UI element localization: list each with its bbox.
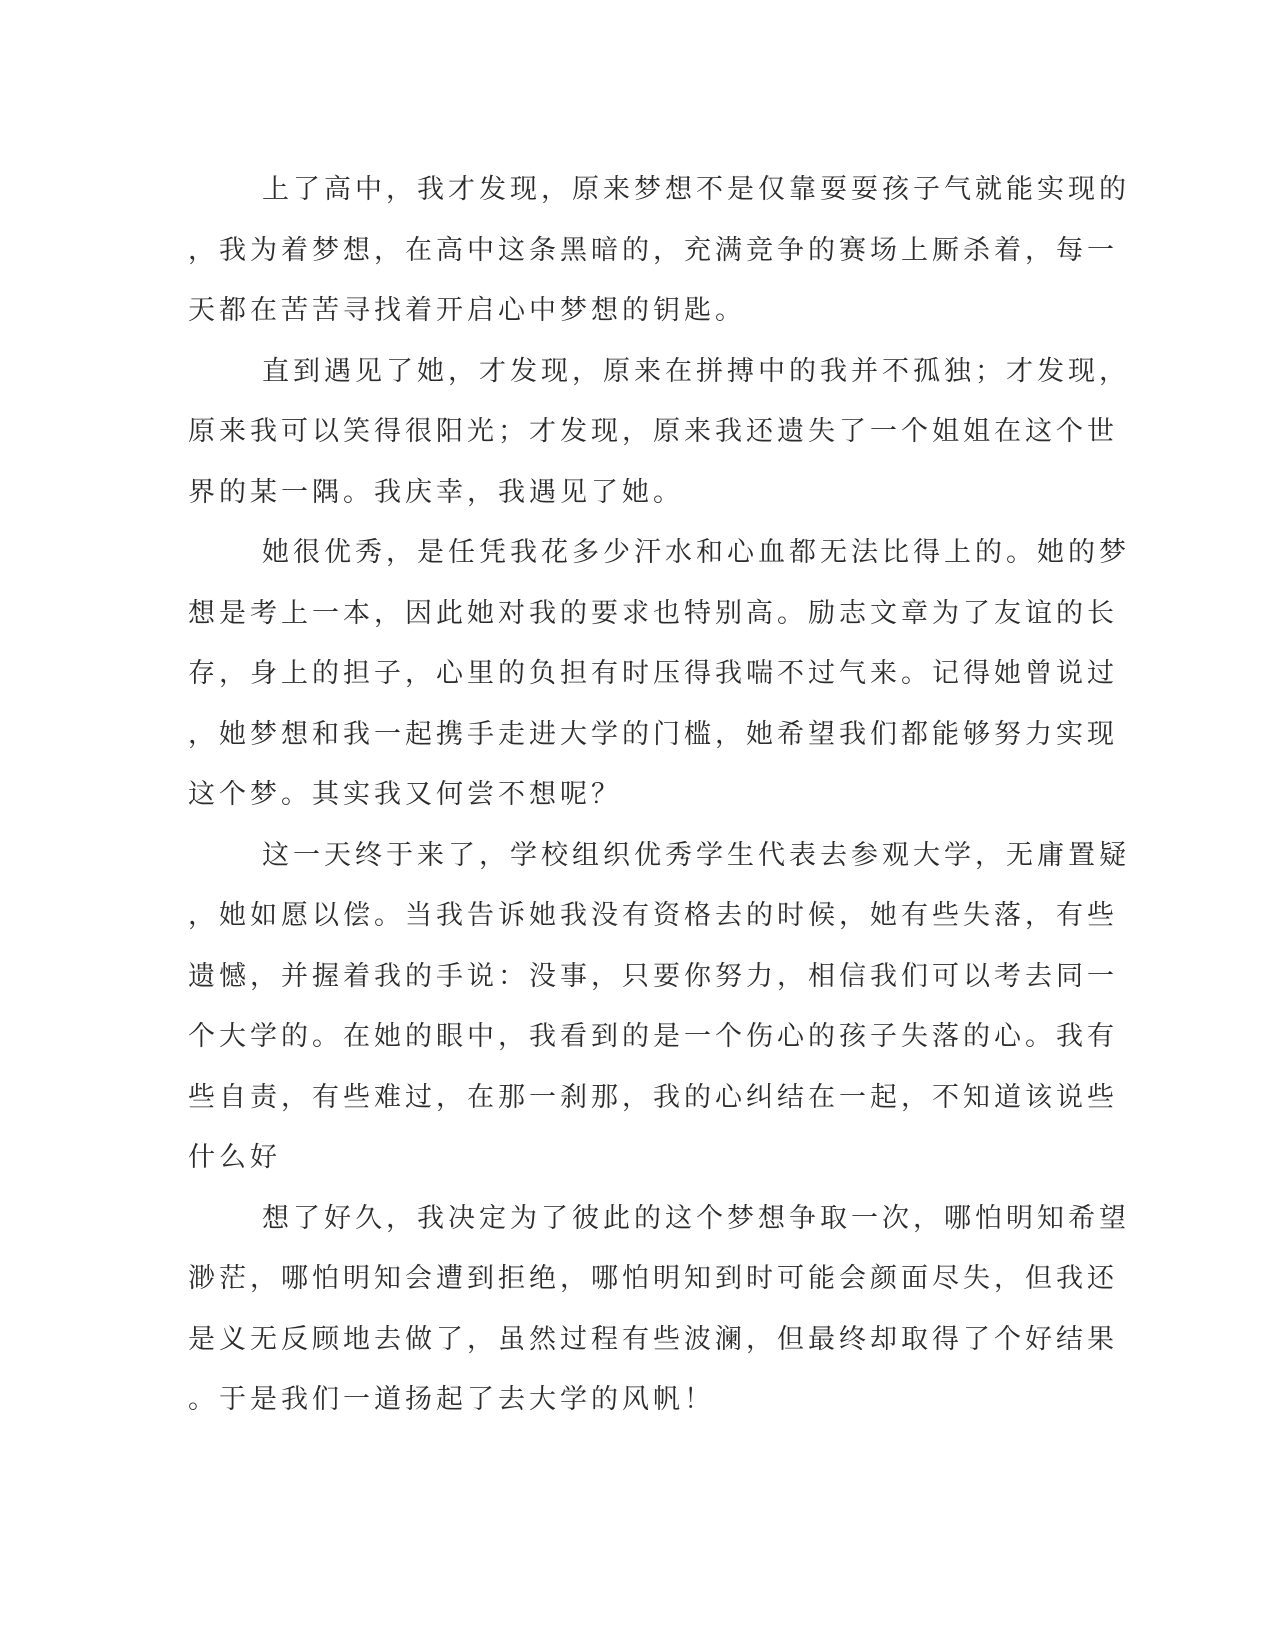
paragraph-line: 是义无反顾地去做了，虽然过程有些波澜，但最终却取得了个好结果 <box>188 1323 1118 1355</box>
paragraph-line: 这个梦。其实我又何尝不想呢？ <box>188 779 622 810</box>
paragraph-line: 想是考上一本，因此她对我的要求也特别高。励志文章为了友谊的长 <box>188 597 1118 629</box>
document-body <box>188 160 1130 1431</box>
paragraph-line: 存，身上的担子，心里的负担有时压得我喘不过气来。记得她曾说过 <box>188 658 1118 689</box>
paragraph-line: 想了好久，我决定为了彼此的这个梦想争取一次，哪怕明知希望 <box>262 1202 1130 1234</box>
paragraph-line: 她很优秀，是任凭我花多少汗水和心血都无法比得上的。她的梦 <box>262 537 1130 568</box>
paragraph-line: 这一天终于来了，学校组织优秀学生代表去参观大学，无庸置疑 <box>262 839 1130 871</box>
paragraph-2 <box>188 342 1130 524</box>
paragraph-4 <box>188 826 1130 1189</box>
paragraph-line: 界的某一隅。我庆幸，我遇见了她。 <box>188 476 684 508</box>
paragraph-line: 个大学的。在她的眼中，我看到的是一个伤心的孩子失落的心。我有 <box>188 1021 1118 1052</box>
paragraph-line: 上了高中，我才发现，原来梦想不是仅靠耍耍孩子气就能实现的 <box>262 174 1130 205</box>
paragraph-line: ，我为着梦想，在高中这条黑暗的，充满竞争的赛场上厮杀着，每一 <box>188 234 1118 266</box>
paragraph-line: 渺茫，哪怕明知会遭到拒绝，哪怕明知到时可能会颜面尽失，但我还 <box>188 1263 1118 1294</box>
paragraph-line: ，她梦想和我一起携手走进大学的门槛，她希望我们都能够努力实现 <box>188 718 1118 750</box>
paragraph-line: 遗憾，并握着我的手说：没事，只要你努力，相信我们可以考去同一 <box>188 960 1118 992</box>
paragraph-line: 直到遇见了她，才发现，原来在拼搏中的我并不孤独；才发现， <box>262 355 1130 387</box>
paragraph-1 <box>188 160 1130 342</box>
paragraph-line: 什么好 <box>188 1142 281 1173</box>
paragraph-line: 原来我可以笑得很阳光；才发现，原来我还遗失了一个姐姐在这个世 <box>188 416 1118 447</box>
paragraph-line: 些自责，有些难过，在那一刹那，我的心纠结在一起，不知道该说些 <box>188 1081 1118 1113</box>
paragraph-line: 。于是我们一道扬起了去大学的风帆！ <box>188 1384 715 1415</box>
paragraph-3 <box>188 523 1130 826</box>
paragraph-5 <box>188 1189 1130 1431</box>
paragraph-line: 天都在苦苦寻找着开启心中梦想的钥匙。 <box>188 295 746 326</box>
paragraph-line: ，她如愿以偿。当我告诉她我没有资格去的时候，她有些失落，有些 <box>188 900 1118 931</box>
